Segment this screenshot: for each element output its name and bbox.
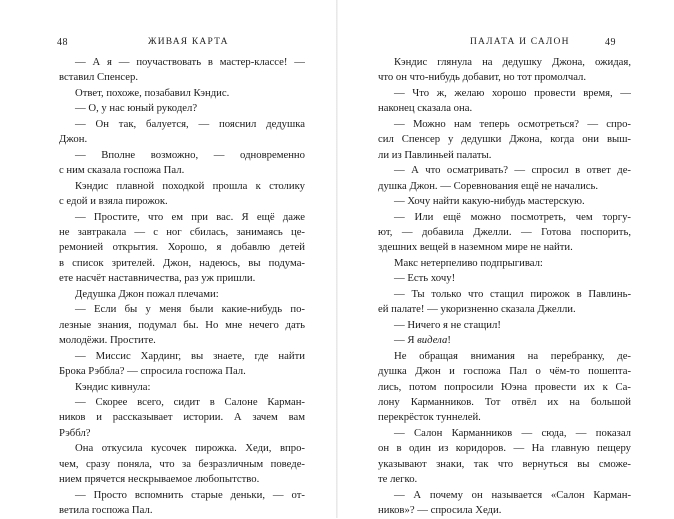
left-page <box>0 0 336 518</box>
text-line: — Если бы у меня были какие-нибудь по- <box>75 303 305 316</box>
text-line: Рэббл? <box>59 426 91 439</box>
text-line: те легко. <box>378 473 418 486</box>
text-line: — Есть хочу! <box>394 272 456 285</box>
text-line: нием прячется нескрываемое любопытство. <box>59 473 260 486</box>
text-line: в список зрителей. Джон, надеюсь, вы подума- <box>59 256 305 269</box>
text-line: ли из Павлиньей палаты. <box>378 148 492 161</box>
text-line: лону Карманников. Тот отвёл их на большой <box>378 395 631 408</box>
text-line: — Ты только что стащил пирожок в Павлинь- <box>394 287 631 300</box>
text-line: с ним сказала госпожа Пал. <box>59 164 185 177</box>
right-page-text <box>378 55 631 519</box>
text-line: сил Спенсер у дедушки Джона, когда они выш- <box>378 133 631 146</box>
text-line: — А почему он называется «Салон Карман- <box>394 488 631 501</box>
text-line: ремонией открытия. Хорошо, я добавлю детей <box>59 241 305 254</box>
text-line: чем, сразу поняла, что за безразличным поведе- <box>59 457 305 470</box>
text-line: — Вполне возможно, — одновременно <box>75 148 305 161</box>
text-line: — Можно нам теперь осмотреться? — спро- <box>394 117 631 130</box>
text-line: ете насчёт наставничества, раз уж пришли. <box>59 272 256 285</box>
text-line: Дедушка Джон пожал плечами: <box>75 287 219 300</box>
text-line: лись, потом попросили Юэна провести их к Са- <box>378 380 631 393</box>
text-line: наконец сказала она. <box>378 102 473 115</box>
text-line: — Я видела! <box>394 334 451 347</box>
text-line: ют, — добавила Джелли. — Готова поспорить, <box>378 225 631 238</box>
text-line: не завтракала — с ног сбилась, занимаясь це- <box>59 225 305 238</box>
text-line: ветила госпожа Пал. <box>59 504 153 517</box>
right-page <box>338 0 674 518</box>
text-line: он в один из коридоров. — На главную пещеру <box>378 442 631 455</box>
text-line: Брока Рэббла? — спросила госпожа Пал. <box>59 365 246 378</box>
text-line: указывают знаки, так что вернуться вы сможе- <box>378 457 631 470</box>
text-line: лезные знания, подумал бы. Но мне нечего дать <box>59 318 305 331</box>
text-line: — Салон Карманников — сюда, — показал <box>394 426 631 439</box>
text-line: — О, у нас юный рукодел? <box>75 102 198 115</box>
text-line: Она откусила кусочек пирожка. Хеди, впро- <box>75 442 305 455</box>
text-line: Кэндис плавной походкой прошла к столику <box>75 179 305 192</box>
text-line: Кэндис кивнула: <box>75 380 151 393</box>
text-line: — А что осматривать? — спросил в ответ де- <box>394 164 631 177</box>
text-line: — Миссис Хардинг, вы знаете, где найти <box>75 349 305 362</box>
text-line: — Ничего я не стащил! <box>394 318 501 331</box>
text-line: — Скорее всего, сидит в Салоне Карман- <box>75 395 305 408</box>
page-number: 49 <box>605 37 616 48</box>
text-line: что он что-нибудь добавит, но тот промолчал. <box>378 71 587 84</box>
text-line: — Он так, балуется, — пояснил дедушка <box>75 117 305 130</box>
text-line: — Или ещё можно посмотреть, чем торгу- <box>394 210 631 223</box>
text-line: перекрёсток туннелей. <box>378 411 481 424</box>
text-line: Кэндис глянула на дедушку Джона, ожидая, <box>394 56 631 68</box>
text-line: Ответ, похоже, позабавил Кэндис. <box>75 86 230 99</box>
text-line: — Хочу найти какую-нибудь мастерскую. <box>394 195 585 208</box>
text-line: — Простите, что ем при вас. Я ещё даже <box>75 210 305 223</box>
text-line: душка Джон и госпожа Пал о чём-то пошепта- <box>378 365 631 378</box>
page-number: 48 <box>57 37 68 48</box>
running-title: ПАЛАТА И САЛОН <box>470 37 570 47</box>
text-line: с едой и взяла пирожок. <box>59 195 168 208</box>
text-line: душка Джон. — Соревнования ещё не начались. <box>378 179 599 192</box>
text-line: — Что ж, желаю хорошо провести время, — <box>394 86 631 99</box>
text-line: Джон. <box>59 133 88 146</box>
text-line: здешних вещей в наземном мире не найти. <box>378 241 573 254</box>
text-line: Макс нетерпеливо подпрыгивал: <box>394 256 543 269</box>
text-line: вставил Спенсер. <box>59 71 138 84</box>
emphasis: видела <box>417 334 448 347</box>
left-page-text <box>59 55 305 519</box>
text-line: ников и рассказывает истории. А зачем вам <box>59 411 305 424</box>
text-line: ников»? — спросила Хеди. <box>378 504 502 517</box>
text-line: Не обращая внимания на перебранку, де- <box>394 349 631 362</box>
text-line: — Просто вспомнить старые деньки, — от- <box>75 488 305 501</box>
text-line: молодёжи. Простите. <box>59 334 156 347</box>
running-title: ЖИВАЯ КАРТА <box>148 37 229 47</box>
text-line: — А я — поучаствовать в мастер-классе! — <box>75 56 305 68</box>
text-line: ей палате! — укоризненно сказала Джелли. <box>378 303 576 316</box>
